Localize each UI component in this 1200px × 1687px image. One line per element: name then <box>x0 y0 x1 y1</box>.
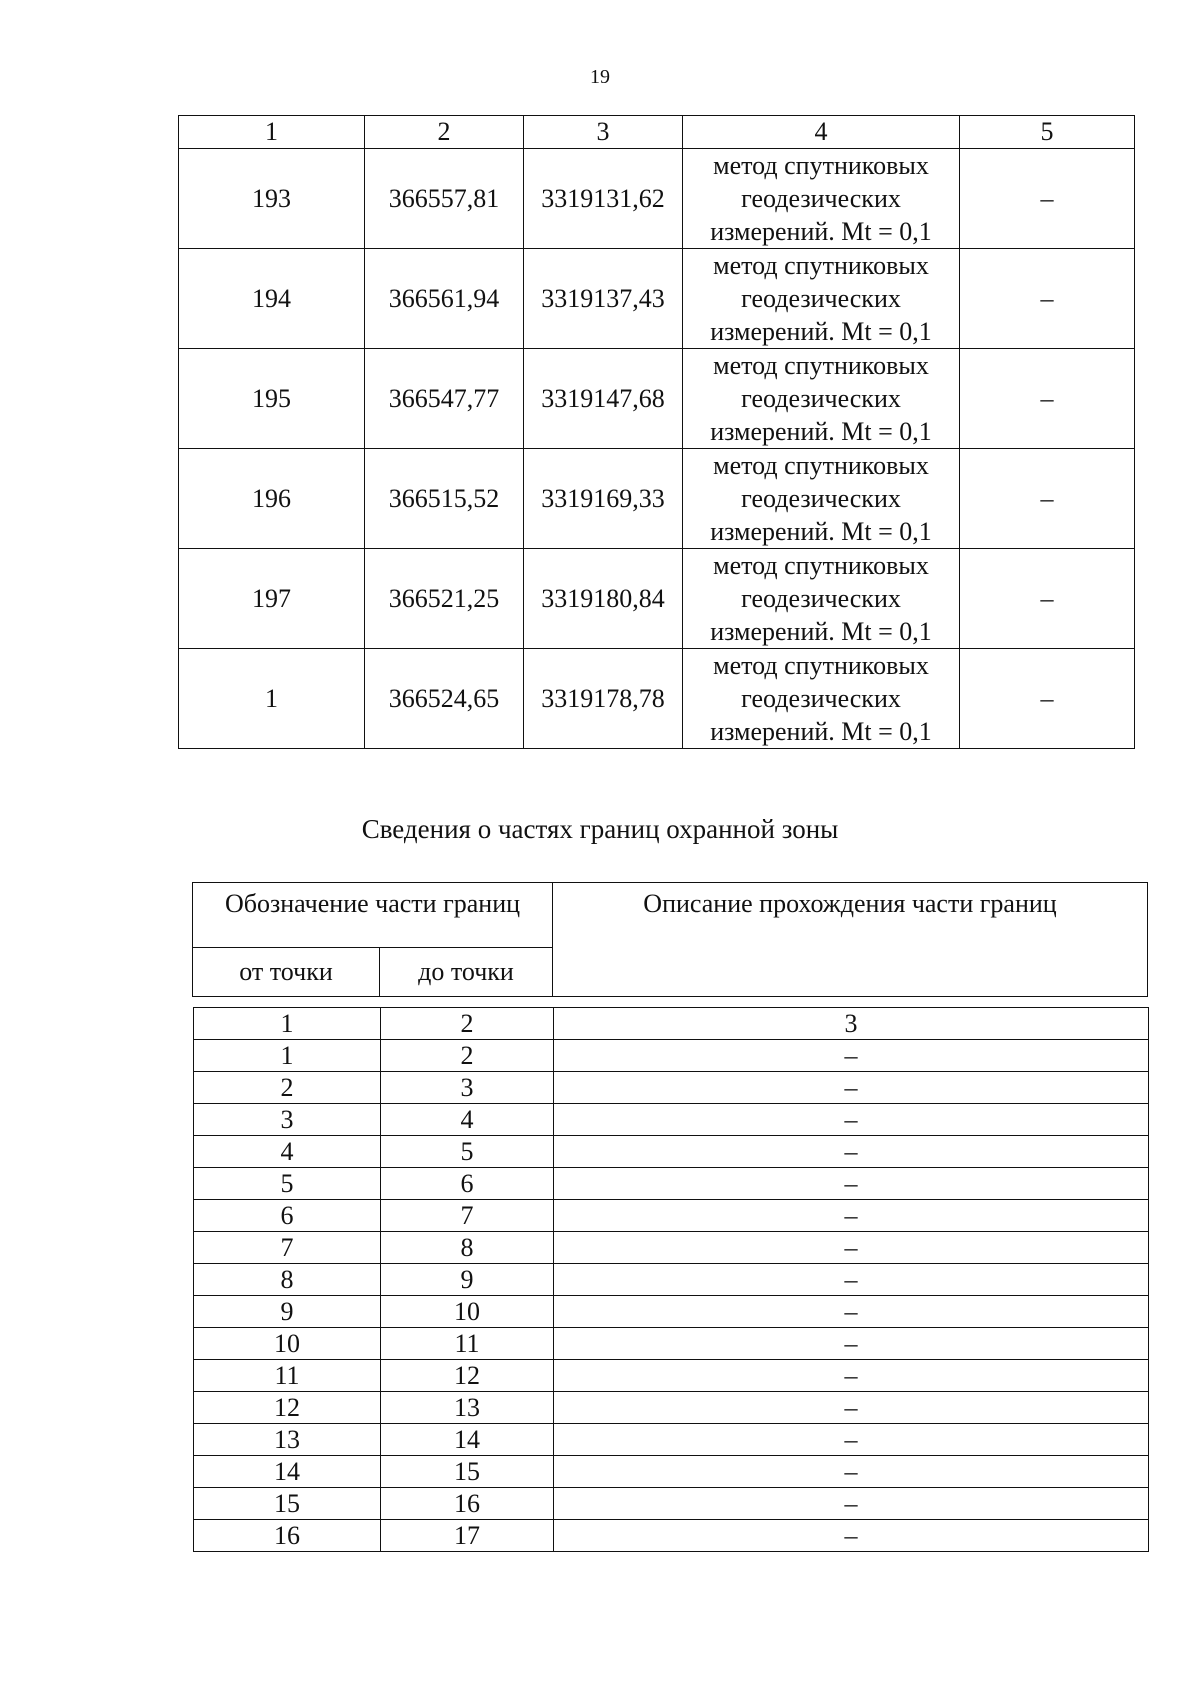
point-number: 194 <box>179 249 365 349</box>
to-point: 15 <box>381 1456 554 1488</box>
part-description: – <box>554 1488 1149 1520</box>
part-description: – <box>554 1232 1149 1264</box>
coordinates-row <box>179 449 1135 549</box>
to-point: 3 <box>381 1072 554 1104</box>
method-description <box>683 349 960 449</box>
to-point: 4 <box>381 1104 554 1136</box>
to-point: 10 <box>381 1296 554 1328</box>
method-line: метод спутниковых <box>713 551 929 580</box>
column-number-header: 3 <box>524 116 683 149</box>
table-row <box>194 1232 1149 1264</box>
column-number-header: 4 <box>683 116 960 149</box>
method-line: геодезических <box>741 384 901 413</box>
table-row <box>194 1136 1149 1168</box>
from-point: 9 <box>194 1296 381 1328</box>
table-row <box>194 1296 1149 1328</box>
column-number-header: 1 <box>179 116 365 149</box>
table-row <box>194 1040 1149 1072</box>
part-description: – <box>554 1168 1149 1200</box>
from-point: 1 <box>194 1040 381 1072</box>
method-line: метод спутниковых <box>713 451 929 480</box>
from-point: 7 <box>194 1232 381 1264</box>
designation-header: Обозначение части границ <box>193 883 553 948</box>
to-point: 9 <box>381 1264 554 1296</box>
table-row <box>194 1424 1149 1456</box>
from-point: 3 <box>194 1104 381 1136</box>
column-number-header: 5 <box>960 116 1135 149</box>
table-row <box>194 1168 1149 1200</box>
to-point: 8 <box>381 1232 554 1264</box>
table-row <box>194 1264 1149 1296</box>
method-description <box>683 449 960 549</box>
coordinates-row <box>179 549 1135 649</box>
method-description <box>683 149 960 249</box>
to-point: 11 <box>381 1328 554 1360</box>
method-description <box>683 249 960 349</box>
description-header: Описание прохождения части границ <box>553 883 1148 997</box>
x-coordinate: 366561,94 <box>365 249 524 349</box>
coordinates-header-row <box>179 116 1135 149</box>
page-number: 19 <box>590 66 610 88</box>
part-description: – <box>554 1520 1149 1552</box>
part-description: – <box>554 1360 1149 1392</box>
note-cell: – <box>960 349 1135 449</box>
column-number: 1 <box>194 1008 381 1040</box>
x-coordinate: 366515,52 <box>365 449 524 549</box>
part-description: – <box>554 1456 1149 1488</box>
from-point: 10 <box>194 1328 381 1360</box>
method-line: измерений. Mt = 0,1 <box>710 517 932 546</box>
coordinates-row <box>179 149 1135 249</box>
from-point: 16 <box>194 1520 381 1552</box>
to-point: 5 <box>381 1136 554 1168</box>
to-point: 6 <box>381 1168 554 1200</box>
coordinates-row <box>179 649 1135 749</box>
from-point: 6 <box>194 1200 381 1232</box>
column-number: 2 <box>381 1008 554 1040</box>
to-point: 16 <box>381 1488 554 1520</box>
part-description: – <box>554 1136 1149 1168</box>
note-cell: – <box>960 249 1135 349</box>
method-line: геодезических <box>741 484 901 513</box>
from-point: 13 <box>194 1424 381 1456</box>
y-coordinate: 3319137,43 <box>524 249 683 349</box>
part-description: – <box>554 1072 1149 1104</box>
coordinates-row <box>179 249 1135 349</box>
y-coordinate: 3319169,33 <box>524 449 683 549</box>
note-cell: – <box>960 649 1135 749</box>
table-row <box>194 1200 1149 1232</box>
part-description: – <box>554 1296 1149 1328</box>
to-point: 14 <box>381 1424 554 1456</box>
from-point: 15 <box>194 1488 381 1520</box>
method-line: геодезических <box>741 584 901 613</box>
note-cell: – <box>960 149 1135 249</box>
method-line: измерений. Mt = 0,1 <box>710 217 932 246</box>
part-description: – <box>554 1200 1149 1232</box>
table-row <box>194 1104 1149 1136</box>
point-number: 1 <box>179 649 365 749</box>
method-line: геодезических <box>741 684 901 713</box>
note-cell: – <box>960 449 1135 549</box>
note-cell: – <box>960 549 1135 649</box>
part-description: – <box>554 1424 1149 1456</box>
column-number: 3 <box>554 1008 1149 1040</box>
column-number-header: 2 <box>365 116 524 149</box>
to-point-header: до точки <box>380 948 553 997</box>
parts-header-row <box>193 883 1148 948</box>
part-description: – <box>554 1392 1149 1424</box>
coordinates-table <box>178 115 1135 749</box>
method-description <box>683 549 960 649</box>
x-coordinate: 366524,65 <box>365 649 524 749</box>
section-title: Сведения о частях границ охранной зоны <box>361 814 839 844</box>
method-line: измерений. Mt = 0,1 <box>710 717 932 746</box>
to-point: 2 <box>381 1040 554 1072</box>
table-row <box>194 1488 1149 1520</box>
part-description: – <box>554 1104 1149 1136</box>
y-coordinate: 3319131,62 <box>524 149 683 249</box>
method-line: метод спутниковых <box>713 351 929 380</box>
to-point: 13 <box>381 1392 554 1424</box>
from-point-header: от точки <box>193 948 380 997</box>
table-row <box>194 1072 1149 1104</box>
method-line: измерений. Mt = 0,1 <box>710 417 932 446</box>
point-number: 195 <box>179 349 365 449</box>
from-point: 5 <box>194 1168 381 1200</box>
x-coordinate: 366521,25 <box>365 549 524 649</box>
method-line: геодезических <box>741 184 901 213</box>
to-point: 7 <box>381 1200 554 1232</box>
method-line: метод спутниковых <box>713 151 929 180</box>
parts-table-header <box>192 882 1148 997</box>
table-row <box>194 1360 1149 1392</box>
parts-table <box>193 1007 1149 1552</box>
to-point: 17 <box>381 1520 554 1552</box>
part-description: – <box>554 1328 1149 1360</box>
method-line: метод спутниковых <box>713 251 929 280</box>
method-line: измерений. Mt = 0,1 <box>710 617 932 646</box>
coordinates-row <box>179 349 1135 449</box>
method-line: измерений. Mt = 0,1 <box>710 317 932 346</box>
x-coordinate: 366557,81 <box>365 149 524 249</box>
y-coordinate: 3319178,78 <box>524 649 683 749</box>
point-number: 197 <box>179 549 365 649</box>
point-number: 196 <box>179 449 365 549</box>
from-point: 11 <box>194 1360 381 1392</box>
table-row <box>194 1328 1149 1360</box>
y-coordinate: 3319180,84 <box>524 549 683 649</box>
from-point: 8 <box>194 1264 381 1296</box>
part-description: – <box>554 1264 1149 1296</box>
from-point: 14 <box>194 1456 381 1488</box>
table-row <box>194 1520 1149 1552</box>
x-coordinate: 366547,77 <box>365 349 524 449</box>
from-point: 2 <box>194 1072 381 1104</box>
y-coordinate: 3319147,68 <box>524 349 683 449</box>
table-row <box>194 1456 1149 1488</box>
from-point: 4 <box>194 1136 381 1168</box>
column-numbers-row <box>194 1008 1149 1040</box>
method-line: метод спутниковых <box>713 651 929 680</box>
to-point: 12 <box>381 1360 554 1392</box>
from-point: 12 <box>194 1392 381 1424</box>
table-row <box>194 1392 1149 1424</box>
method-line: геодезических <box>741 284 901 313</box>
point-number: 193 <box>179 149 365 249</box>
part-description: – <box>554 1040 1149 1072</box>
method-description <box>683 649 960 749</box>
